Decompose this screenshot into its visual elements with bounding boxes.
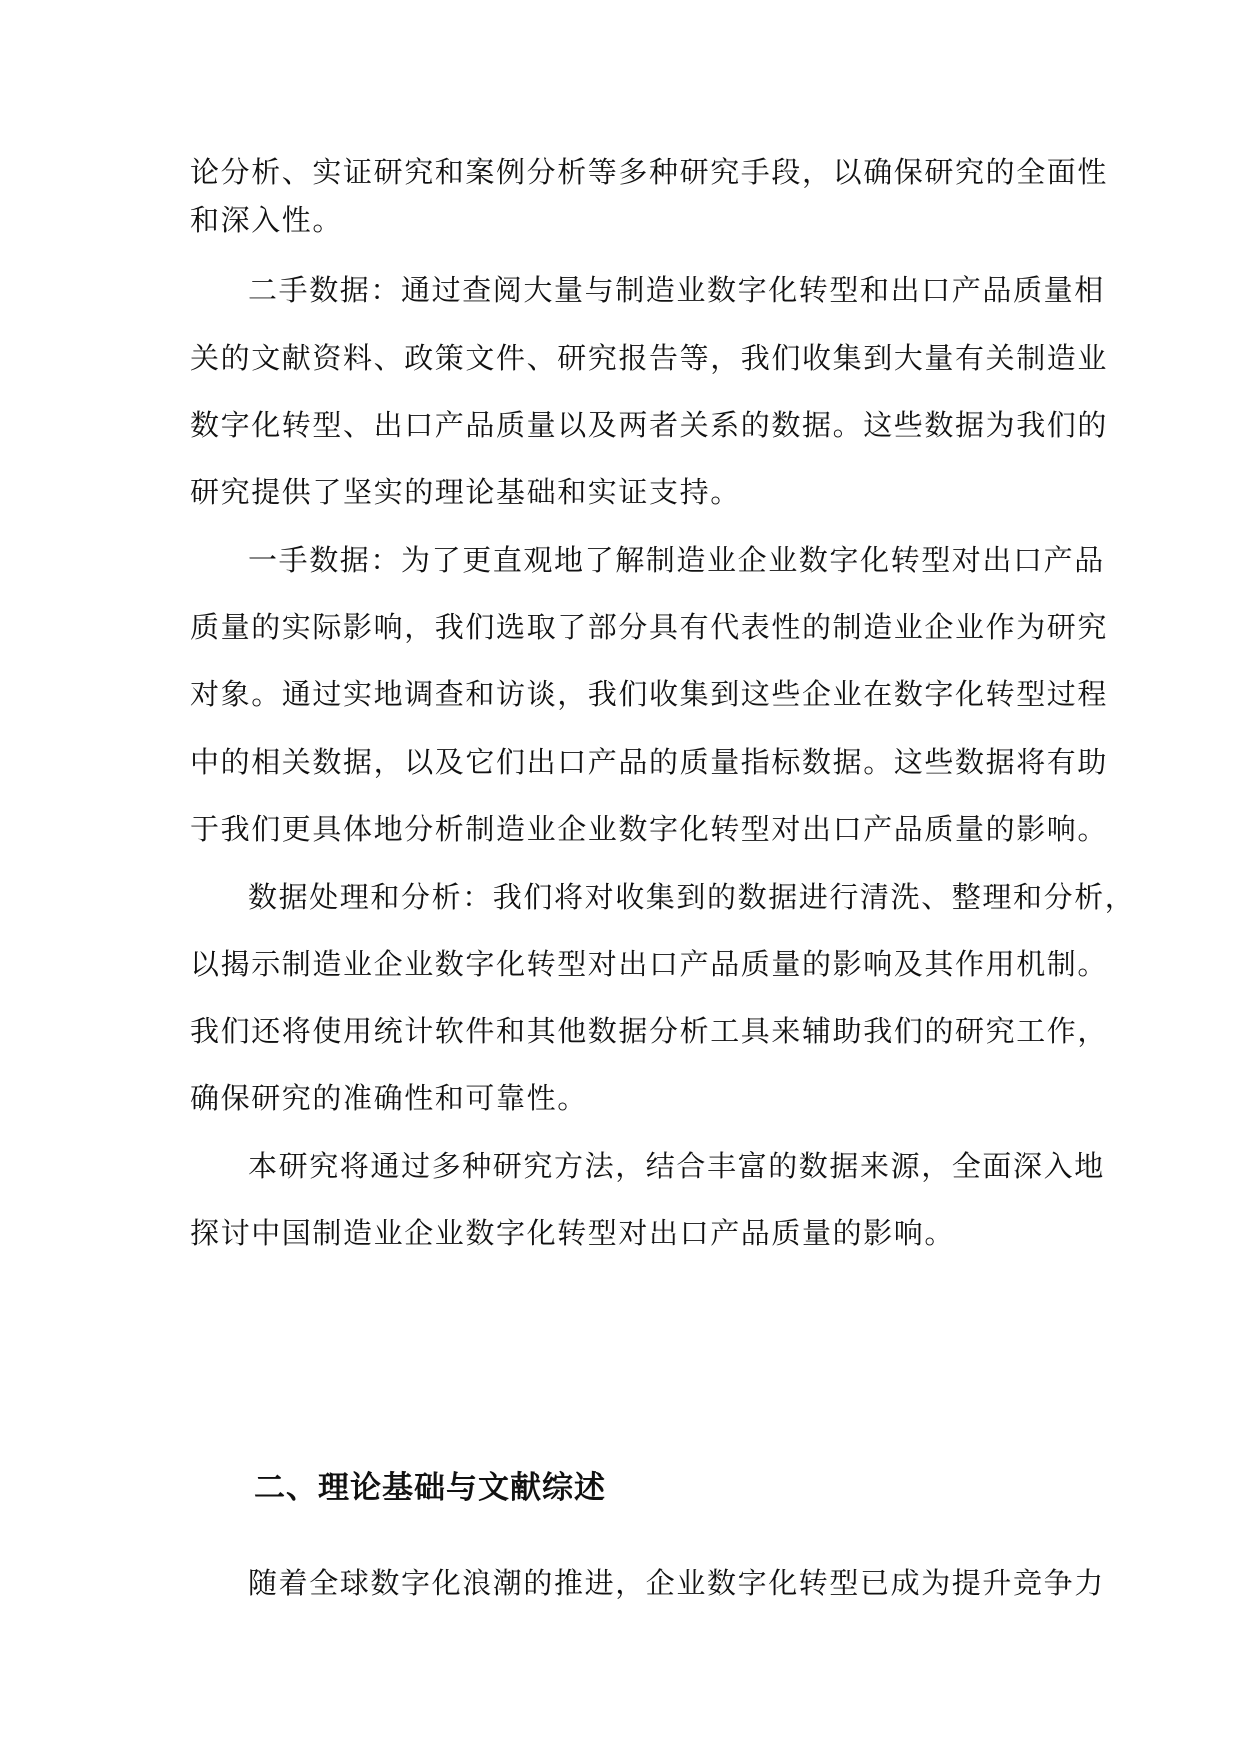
text-line: 二手数据：通过查阅大量与制造业数字化转型和出口产品质量相 [248, 273, 1105, 307]
text-line: 数据处理和分析：我们将对收集到的数据进行清洗、整理和分析， [248, 880, 1136, 914]
text-line: 确保研究的准确性和可靠性。 [190, 1081, 588, 1115]
text-line: 关的文献资料、政策文件、研究报告等，我们收集到大量有关制造业 [190, 341, 1109, 375]
text-line: 对象。通过实地调查和访谈，我们收集到这些企业在数字化转型过程 [190, 677, 1109, 711]
text-line: 质量的实际影响，我们选取了部分具有代表性的制造业企业作为研究 [190, 610, 1109, 644]
text-line: 和深入性。 [190, 203, 344, 237]
section-heading: 二、理论基础与文献综述 [254, 1470, 606, 1506]
text-line: 探讨中国制造业企业数字化转型对出口产品质量的影响。 [190, 1216, 956, 1250]
text-line: 随着全球数字化浪潮的推进，企业数字化转型已成为提升竞争力 [248, 1566, 1105, 1600]
text-line: 一手数据：为了更直观地了解制造业企业数字化转型对出口产品 [248, 543, 1105, 577]
text-line: 本研究将通过多种研究方法，结合丰富的数据来源，全面深入地 [248, 1149, 1105, 1183]
text-line: 论分析、实证研究和案例分析等多种研究手段，以确保研究的全面性 [190, 155, 1109, 189]
text-line: 数字化转型、出口产品质量以及两者关系的数据。这些数据为我们的 [190, 408, 1109, 442]
text-line: 中的相关数据，以及它们出口产品的质量指标数据。这些数据将有助 [190, 745, 1109, 779]
text-line: 以揭示制造业企业数字化转型对出口产品质量的影响及其作用机制。 [190, 947, 1109, 981]
text-line: 我们还将使用统计软件和其他数据分析工具来辅助我们的研究工作， [190, 1014, 1109, 1048]
text-line: 于我们更具体地分析制造业企业数字化转型对出口产品质量的影响。 [190, 812, 1109, 846]
text-line: 研究提供了坚实的理论基础和实证支持。 [190, 475, 741, 509]
